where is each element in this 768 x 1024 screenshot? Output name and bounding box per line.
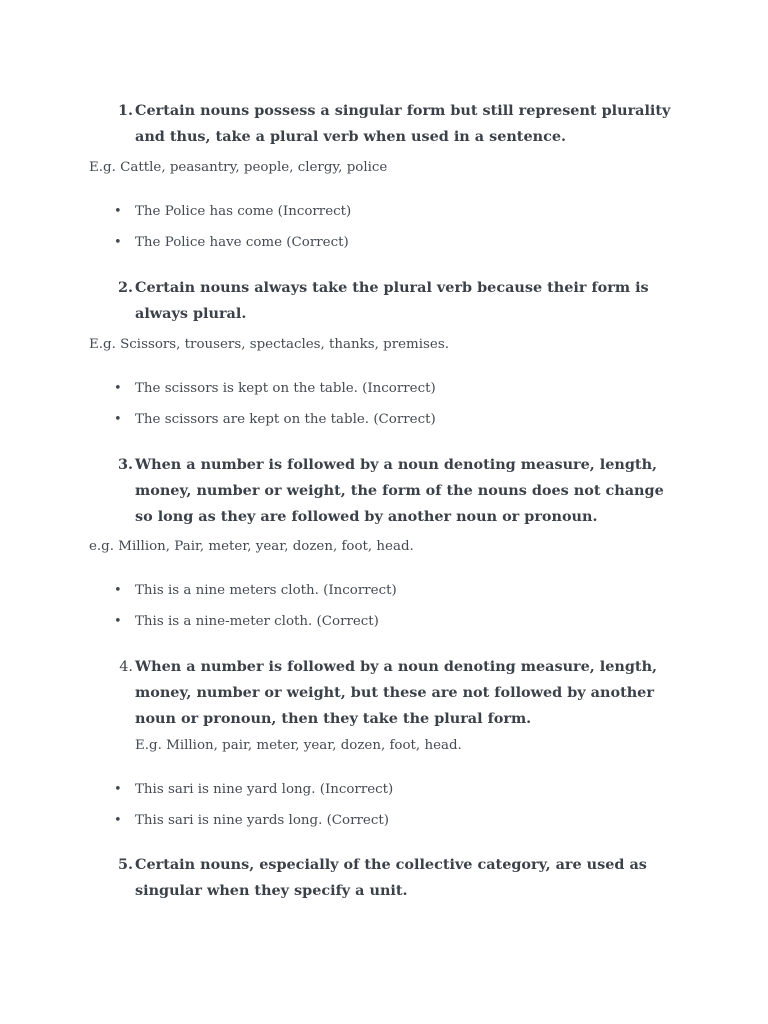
rule-number: 4. [119,659,133,675]
list-item-text: This sari is nine yard long. (Incorrect) [135,782,394,797]
rule-number: 1. [117,102,133,119]
bullet-icon: • [114,204,122,219]
list-item [114,811,389,831]
bullet-icon: • [114,412,122,427]
list-item [114,581,397,601]
list-item [114,233,349,253]
example-line: e.g. Million, Pair, meter, year, dozen, foot, head. [89,539,414,554]
rule-text: Certain nouns, especially of the collective category, are used as singular when they specify a unit. [135,856,647,899]
list-item-text: This sari is nine yards long. (Correct) [135,813,389,828]
rule-number: 5. [117,856,133,873]
list-item [114,202,352,222]
list-item-text: The scissors is kept on the table. (Incorrect) [135,381,436,396]
example-line: E.g. Million, pair, meter, year, dozen, foot, head. [135,738,462,753]
list-item [114,612,379,632]
rule-2 [117,275,680,327]
bullet-icon: • [114,813,122,828]
rule-4 [119,654,680,732]
bullet-icon: • [114,614,122,629]
bullet-icon: • [114,235,122,250]
rule-text: Certain nouns always take the plural verb because their form is always plural. [135,279,649,322]
rule-number: 2. [117,279,133,296]
example-line: E.g. Cattle, peasantry, people, clergy, police [89,160,388,175]
list-item [114,379,436,399]
list-item-text: This is a nine meters cloth. (Incorrect) [135,583,397,598]
rule-text: When a number is followed by a noun denoting measure, length, money, number or weight, but these are not followed by another noun or pronoun, then they take the plural form. [135,658,658,727]
rule-3 [117,452,680,530]
list-item [114,780,394,800]
example-line: E.g. Scissors, trousers, spectacles, thanks, premises. [89,337,449,352]
bullet-icon: • [114,782,122,797]
list-item-text: The Police have come (Correct) [135,235,349,250]
bullet-icon: • [114,583,122,598]
rule-number: 3. [117,456,133,473]
rule-text: Certain nouns possess a singular form but still represent plurality and thus, take a plural verb when used in a sentence. [135,102,671,145]
list-item-text: This is a nine-meter cloth. (Correct) [135,614,379,629]
rule-text: When a number is followed by a noun denoting measure, length, money, number or weight, the form of the nouns does not change so long as they are followed by another noun or pronoun. [135,456,664,525]
rule-5 [117,852,680,904]
bullet-icon: • [114,381,122,396]
rule-1 [117,98,680,150]
list-item [114,410,436,430]
list-item-text: The Police has come (Incorrect) [135,204,352,219]
list-item-text: The scissors are kept on the table. (Correct) [135,412,436,427]
